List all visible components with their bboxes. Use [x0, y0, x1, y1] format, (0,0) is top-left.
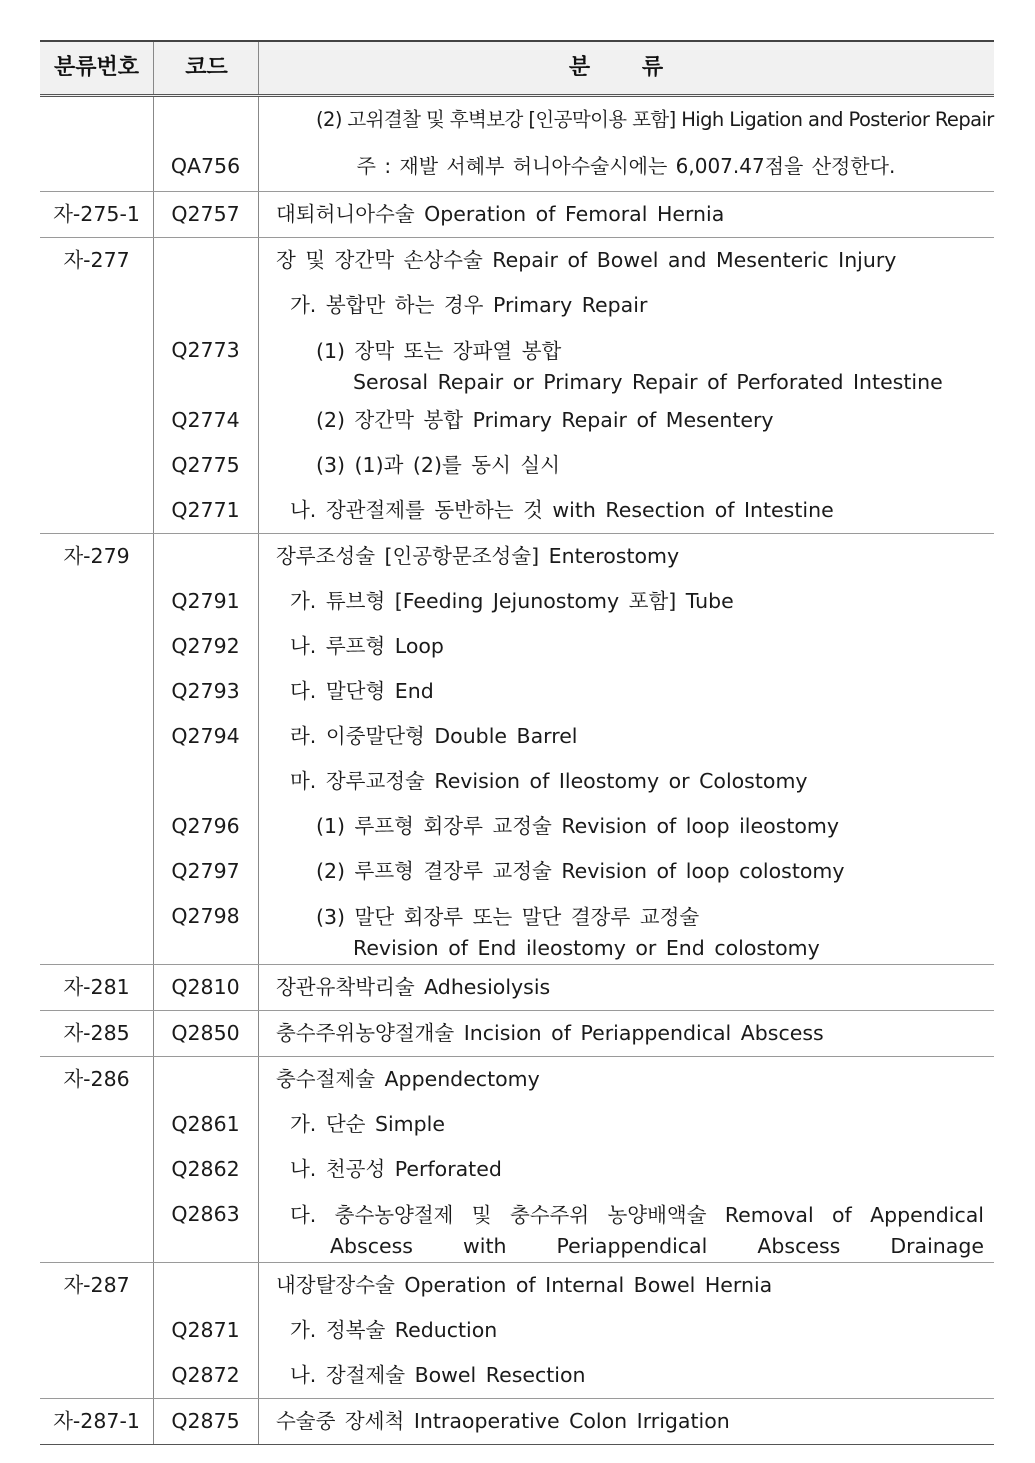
- description-text: 장관유착박리술 Adhesiolysis: [276, 975, 551, 999]
- table-row-group: [40, 1011, 994, 1057]
- table-row: [40, 192, 994, 237]
- table-row: [40, 714, 994, 759]
- procedure-description: [290, 488, 982, 533]
- procedure-code: QA756: [170, 154, 241, 178]
- description-text: 장루조성술 [인공항문조성술] Enterostomy: [276, 544, 680, 568]
- table-row-group: [40, 97, 994, 192]
- description-text: 가. 튜브형 [Feeding Jejunostomy 포함] Tube: [290, 589, 734, 613]
- procedure-description: [290, 669, 982, 714]
- table-row: [40, 238, 994, 283]
- procedure-description: [276, 965, 982, 1010]
- classification-number: 자-277: [63, 248, 130, 272]
- description-text: (3) 말단 회장루 또는 말단 결장루 교정술: [316, 905, 700, 929]
- table-row-group: [40, 965, 994, 1011]
- table-row: [40, 1147, 994, 1192]
- description-text: 나. 장관절제를 동반하는 것 with Resection of Intestine: [290, 498, 834, 522]
- procedure-description: [316, 335, 982, 397]
- table-row: [40, 1011, 994, 1056]
- procedure-description: [276, 1057, 982, 1102]
- procedure-description: [276, 1263, 982, 1308]
- procedure-description: [290, 1102, 982, 1147]
- description-text: (2) 장간막 봉합 Primary Repair of Mesentery: [316, 408, 774, 432]
- procedure-code: Q2797: [171, 859, 240, 883]
- table-header: [40, 40, 994, 97]
- table-row: [40, 328, 994, 398]
- procedure-code: Q2796: [171, 814, 240, 838]
- classification-number: 자-275-1: [53, 202, 140, 226]
- table-row: [40, 965, 994, 1010]
- classification-number: 자-287-1: [53, 1409, 140, 1433]
- header-code: 코드: [153, 42, 259, 94]
- table-row: [40, 1263, 994, 1308]
- description-continuation: Serosal Repair or Primary Repair of Perforated Intestine: [353, 370, 943, 394]
- table-row: [40, 669, 994, 714]
- description-text: 다. 충수농양절제 및 충수주위 농양배액술 Removal of Appendical: [290, 1203, 984, 1227]
- classification-number: 자-287: [63, 1273, 130, 1297]
- description-text: 나. 천공성 Perforated: [290, 1157, 502, 1181]
- table-row: [40, 1308, 994, 1353]
- note-text: [258, 144, 994, 189]
- procedure-description: [276, 1399, 982, 1444]
- classification-number: 자-285: [63, 1021, 130, 1045]
- description-text: 가. 단순 Simple: [290, 1112, 445, 1136]
- procedure-code: Q2810: [171, 975, 240, 999]
- description-text: (1) 루프형 회장루 교정술 Revision of loop ileostomy: [316, 814, 840, 838]
- procedure-code: Q2757: [171, 202, 240, 226]
- procedure-description: [316, 901, 982, 963]
- description-text: 장 및 장간막 손상수술 Repair of Bowel and Mesenteric Injury: [276, 248, 897, 272]
- table-row-group: [40, 238, 994, 534]
- description-continuation: Abscess with Periappendical Abscess Drainage: [330, 1234, 984, 1258]
- description-text: 충수절제술 Appendectomy: [276, 1067, 540, 1091]
- table-row: [40, 759, 994, 804]
- description-text: 충수주위농양절개술 Incision of Periappendical Abscess: [276, 1021, 824, 1045]
- table-row: [40, 488, 994, 533]
- classification-number: 자-279: [63, 544, 130, 568]
- description-text: 가. 정복술 Reduction: [290, 1318, 498, 1342]
- table-row: [40, 624, 994, 669]
- procedure-code: Q2861: [171, 1112, 240, 1136]
- table-row: [40, 283, 994, 328]
- table-row: [40, 1057, 994, 1102]
- classification-number: 자-281: [63, 975, 130, 999]
- procedure-code: Q2798: [171, 904, 240, 928]
- procedure-code: Q2791: [171, 589, 240, 613]
- description-text: 내장탈장수술 Operation of Internal Bowel Hernia: [276, 1273, 773, 1297]
- table-row: [40, 1353, 994, 1398]
- table-row: [40, 894, 994, 964]
- table-row-group: [40, 534, 994, 965]
- procedure-code: Q2875: [171, 1409, 240, 1433]
- procedure-code: Q2771: [171, 498, 240, 522]
- procedure-description: [276, 238, 982, 283]
- table-row-group: [40, 1399, 994, 1445]
- description-text: 다. 말단형 End: [290, 679, 434, 703]
- procedure-description: [290, 1353, 982, 1398]
- procedure-description: [290, 714, 982, 759]
- table-body: [40, 97, 994, 1445]
- procedure-code: Q2774: [171, 408, 240, 432]
- procedure-code: Q2871: [171, 1318, 240, 1342]
- procedure-code: Q2850: [171, 1021, 240, 1045]
- table-row: [40, 534, 994, 579]
- table-row: [40, 443, 994, 488]
- procedure-code: Q2872: [171, 1363, 240, 1387]
- procedure-description: [290, 1147, 982, 1192]
- classification-number: 자-286: [63, 1067, 130, 1091]
- procedure-code: Q2862: [171, 1157, 240, 1181]
- procedure-description: [276, 192, 982, 237]
- table-row: [40, 579, 994, 624]
- procedure-description: [290, 1308, 982, 1353]
- procedure-code: Q2863: [171, 1202, 240, 1226]
- fee-schedule-table: [40, 40, 994, 1445]
- table-row: [40, 804, 994, 849]
- table-row: [40, 144, 994, 191]
- description-text: 가. 봉합만 하는 경우 Primary Repair: [290, 293, 648, 317]
- procedure-description: [316, 97, 994, 142]
- procedure-description: [276, 1011, 982, 1056]
- table-row: [40, 1192, 994, 1262]
- table-row: [40, 1102, 994, 1147]
- procedure-description: [316, 443, 982, 488]
- procedure-description: [316, 849, 982, 894]
- description-text: 마. 장루교정술 Revision of Ileostomy or Colostomy: [290, 769, 808, 793]
- procedure-description: [316, 804, 982, 849]
- procedure-description: [290, 579, 982, 624]
- procedure-description: [290, 624, 982, 669]
- procedure-code: Q2775: [171, 453, 240, 477]
- description-text: 대퇴허니아수술 Operation of Femoral Hernia: [276, 202, 725, 226]
- procedure-description: [276, 534, 982, 579]
- description-continuation: Revision of End ileostomy or End colostomy: [353, 936, 820, 960]
- description-text: 나. 루프형 Loop: [290, 634, 444, 658]
- procedure-code: Q2794: [171, 724, 240, 748]
- procedure-description: [290, 283, 982, 328]
- table-row: [40, 849, 994, 894]
- procedure-description: [316, 398, 982, 443]
- description-text: (1) 장막 또는 장파열 봉합: [316, 339, 562, 363]
- procedure-description: [290, 1199, 984, 1261]
- description-text: 라. 이중말단형 Double Barrel: [290, 724, 578, 748]
- description-text: 수술중 장세척 Intraoperative Colon Irrigation: [276, 1409, 730, 1433]
- description-text: (2) 고위결찰 및 후벽보강 [인공막이용 포함] High Ligation and Posterior Repair: [316, 108, 994, 131]
- table-row: [40, 398, 994, 443]
- procedure-code: Q2773: [171, 338, 240, 362]
- table-row-group: [40, 1263, 994, 1399]
- description-text: 나. 장절제술 Bowel Resection: [290, 1363, 586, 1387]
- procedure-description: [290, 759, 982, 804]
- table-row: [40, 1399, 994, 1444]
- table-row-group: [40, 1057, 994, 1263]
- header-classification: 분 류: [258, 42, 995, 94]
- procedure-code: Q2792: [171, 634, 240, 658]
- description-text: (2) 루프형 결장루 교정술 Revision of loop colostomy: [316, 859, 845, 883]
- header-classification-number: 분류번호: [53, 55, 139, 80]
- description-text: (3) (1)과 (2)를 동시 실시: [316, 453, 560, 477]
- procedure-code: Q2793: [171, 679, 240, 703]
- table-row-group: [40, 192, 994, 238]
- description-text: 주 : 재발 서혜부 허니아수술시에는 6,007.47점을 산정한다.: [356, 154, 896, 178]
- table-row: [40, 97, 994, 144]
